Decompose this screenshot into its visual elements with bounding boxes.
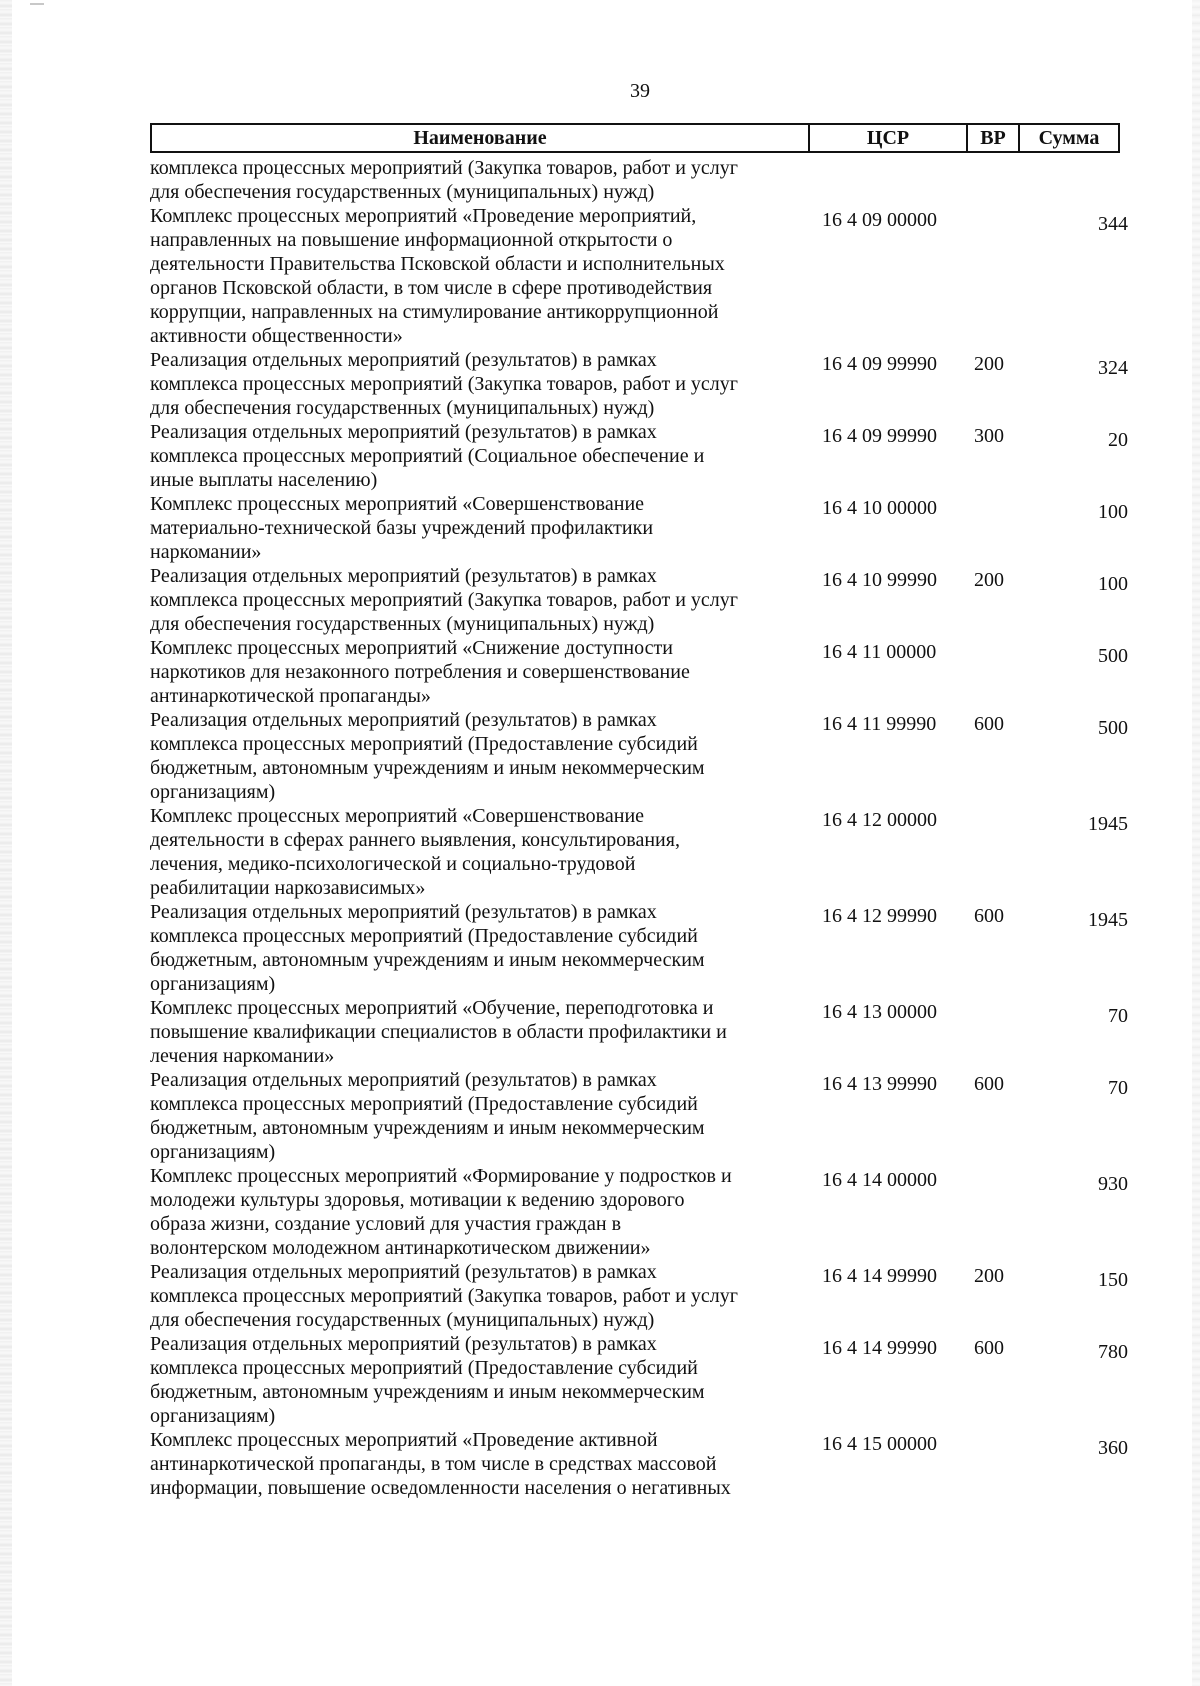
table-row: [150, 564, 1130, 636]
cell-name-line: антинаркотической пропаганды, в том числе в средствах массовой: [150, 1453, 717, 1475]
cell-sum: 100: [1098, 501, 1128, 523]
table-row: [150, 348, 1130, 420]
cell-vr: 300: [974, 425, 1004, 447]
cell-name-line: Реализация отдельных мероприятий (результатов) в рамках: [150, 709, 657, 731]
cell-csr: 16 4 15 00000: [822, 1433, 937, 1455]
cell-sum: 1945: [1088, 813, 1128, 835]
table-row: [150, 996, 1130, 1068]
cell-name-line: Комплекс процессных мероприятий «Снижение доступности: [150, 637, 673, 659]
table-row: [150, 492, 1130, 564]
cell-name-line: деятельности Правительства Псковской области и исполнительных: [150, 253, 725, 275]
page-number: 39: [630, 80, 650, 102]
cell-name-line: комплекса процессных мероприятий (Предоставление субсидий: [150, 1357, 698, 1379]
cell-vr: [974, 156, 1026, 204]
cell-csr: 16 4 10 00000: [822, 497, 937, 519]
cell-name: [150, 804, 808, 900]
cell-name: [150, 1164, 808, 1260]
table-row: [150, 204, 1130, 348]
cell-csr: 16 4 12 99990: [822, 905, 937, 927]
cell-vr: [974, 204, 1026, 348]
cell-name: [150, 1428, 808, 1500]
cell-vr: [974, 804, 1026, 900]
cell-name-line: Реализация отдельных мероприятий (результатов) в рамках: [150, 1261, 657, 1283]
cell-name-line: молодежи культуры здоровья, мотивации к ведению здорового: [150, 1189, 685, 1211]
cell-name: [150, 156, 808, 204]
table-row: [150, 1068, 1130, 1164]
cell-name-line: органов Псковской области, в том числе в сфере противодействия: [150, 277, 713, 299]
cell-name: [150, 564, 808, 636]
cell-name-line: Реализация отдельных мероприятий (результатов) в рамках: [150, 565, 657, 587]
cell-sum: 100: [1098, 573, 1128, 595]
table-row: [150, 156, 1130, 204]
cell-sum: 344: [1098, 213, 1128, 235]
cell-sum: 500: [1098, 717, 1128, 739]
cell-name: [150, 1260, 808, 1332]
cell-name-line: Комплекс процессных мероприятий «Проведение активной: [150, 1429, 658, 1451]
cell-name-line: Комплекс процессных мероприятий «Проведение мероприятий,: [150, 205, 697, 227]
cell-name-line: комплекса процессных мероприятий (Социальное обеспечение и: [150, 445, 705, 467]
cell-sum: 20: [1108, 429, 1128, 451]
table-row: [150, 1332, 1130, 1428]
cell-name: [150, 204, 808, 348]
cell-sum: 324: [1098, 357, 1128, 379]
cell-csr: 16 4 09 99990: [822, 353, 937, 375]
cell-sum: 360: [1098, 1437, 1128, 1459]
cell-sum: 780: [1098, 1341, 1128, 1363]
cell-name-line: для обеспечения государственных (муниципальных) нужд): [150, 397, 655, 419]
table-body: [150, 156, 1130, 1500]
table-row: [150, 1164, 1130, 1260]
cell-name: [150, 492, 808, 564]
cell-name-line: бюджетным, автономным учреждениям и иным некоммерческим: [150, 1117, 705, 1139]
cell-name-line: наркомании»: [150, 541, 262, 563]
cell-csr: [808, 156, 974, 204]
cell-name-line: активности общественности»: [150, 325, 403, 347]
cell-name-line: реабилитации наркозависимых»: [150, 877, 426, 899]
cell-name-line: бюджетным, автономным учреждениям и иным некоммерческим: [150, 1381, 705, 1403]
cell-name-line: комплекса процессных мероприятий (Предоставление субсидий: [150, 733, 698, 755]
cell-name: [150, 1068, 808, 1164]
cell-vr: [974, 492, 1026, 564]
cell-vr: 200: [974, 1265, 1004, 1287]
cell-name-line: Реализация отдельных мероприятий (результатов) в рамках: [150, 349, 657, 371]
table-row: [150, 420, 1130, 492]
cell-vr: 600: [974, 905, 1004, 927]
cell-name-line: коррупции, направленных на стимулирование антикоррупционной: [150, 301, 719, 323]
cell-sum: 1945: [1088, 909, 1128, 931]
cell-name-line: деятельности в сферах раннего выявления, консультирования,: [150, 829, 680, 851]
cell-vr: [974, 636, 1026, 708]
cell-name-line: направленных на повышение информационной открытости о: [150, 229, 673, 251]
cell-name: [150, 348, 808, 420]
cell-vr: [974, 1164, 1026, 1260]
cell-name-line: лечения, медико-психологической и социально-трудовой: [150, 853, 636, 875]
cell-name: [150, 708, 808, 804]
cell-name: [150, 420, 808, 492]
cell-name: [150, 900, 808, 996]
cell-csr: 16 4 14 99990: [822, 1265, 937, 1287]
cell-vr: 600: [974, 1073, 1004, 1095]
header-name: Наименование: [152, 125, 810, 151]
cell-csr: 16 4 12 00000: [822, 809, 937, 831]
cell-name-line: организациям): [150, 1405, 276, 1427]
cell-name-line: комплекса процессных мероприятий (Закупка товаров, работ и услуг: [150, 373, 738, 395]
table-row: [150, 900, 1130, 996]
cell-name-line: комплекса процессных мероприятий (Закупка товаров, работ и услуг: [150, 1285, 738, 1307]
table-row: [150, 1428, 1130, 1500]
cell-name-line: организациям): [150, 973, 276, 995]
table-row: [150, 636, 1130, 708]
cell-name-line: наркотиков для незаконного потребления и совершенствование: [150, 661, 690, 683]
cell-vr: 600: [974, 1337, 1004, 1359]
cell-name-line: комплекса процессных мероприятий (Предоставление субсидий: [150, 925, 698, 947]
cell-name-line: Комплекс процессных мероприятий «Формирование у подростков и: [150, 1165, 732, 1187]
cell-name-line: иные выплаты населению): [150, 469, 378, 491]
cell-vr: [974, 1428, 1026, 1500]
cell-name-line: Реализация отдельных мероприятий (результатов) в рамках: [150, 1333, 657, 1355]
cell-name-line: комплекса процессных мероприятий (Закупка товаров, работ и услуг: [150, 157, 738, 179]
cell-name-line: материально-технической базы учреждений профилактики: [150, 517, 654, 539]
cell-name-line: информации, повышение осведомленности населения о негативных: [150, 1477, 731, 1499]
cell-csr: 16 4 11 99990: [822, 713, 937, 735]
cell-name-line: антинаркотической пропаганды»: [150, 685, 431, 707]
cell-sum: 500: [1098, 645, 1128, 667]
cell-name: [150, 996, 808, 1068]
cell-sum: 70: [1108, 1077, 1128, 1099]
header-csr: ЦСР: [810, 125, 968, 151]
header-vr: ВР: [968, 125, 1020, 151]
cell-csr: 16 4 09 99990: [822, 425, 937, 447]
cell-csr: 16 4 13 00000: [822, 1001, 937, 1023]
cell-name-line: Комплекс процессных мероприятий «Обучение, переподготовка и: [150, 997, 714, 1019]
cell-vr: [974, 996, 1026, 1068]
cell-name-line: волонтерском молодежном антинаркотическом движении»: [150, 1237, 651, 1259]
scan-edge-right: [1192, 0, 1200, 1686]
cell-csr: 16 4 13 99990: [822, 1073, 937, 1095]
cell-name-line: Реализация отдельных мероприятий (результатов) в рамках: [150, 901, 657, 923]
scan-edge-left: [0, 0, 12, 1686]
cell-name-line: организациям): [150, 781, 276, 803]
cell-name-line: повышение квалификации специалистов в области профилактики и: [150, 1021, 727, 1043]
cell-csr: 16 4 11 00000: [822, 641, 937, 663]
cell-name-line: Комплекс процессных мероприятий «Совершенствование: [150, 805, 645, 827]
cell-name-line: организациям): [150, 1141, 276, 1163]
cell-sum: 70: [1108, 1005, 1128, 1027]
cell-vr: 200: [974, 353, 1004, 375]
table-row: [150, 1260, 1130, 1332]
scan-mark: [30, 3, 44, 5]
cell-name-line: комплекса процессных мероприятий (Предоставление субсидий: [150, 1093, 698, 1115]
cell-sum: 150: [1098, 1269, 1128, 1291]
cell-csr: 16 4 10 99990: [822, 569, 937, 591]
cell-sum: [1026, 156, 1130, 204]
cell-csr: 16 4 09 00000: [822, 209, 937, 231]
cell-csr: 16 4 14 00000: [822, 1169, 937, 1191]
cell-name-line: лечения наркомании»: [150, 1045, 335, 1067]
cell-name-line: Комплекс процессных мероприятий «Совершенствование: [150, 493, 645, 515]
table-row: [150, 804, 1130, 900]
cell-name-line: образа жизни, создание условий для участия граждан в: [150, 1213, 622, 1235]
cell-name-line: для обеспечения государственных (муниципальных) нужд): [150, 181, 655, 203]
cell-vr: 200: [974, 569, 1004, 591]
table-row: [150, 708, 1130, 804]
cell-csr: 16 4 14 99990: [822, 1337, 937, 1359]
cell-name: [150, 636, 808, 708]
cell-sum: 930: [1098, 1173, 1128, 1195]
cell-name-line: для обеспечения государственных (муниципальных) нужд): [150, 613, 655, 635]
cell-name: [150, 1332, 808, 1428]
cell-name-line: Реализация отдельных мероприятий (результатов) в рамках: [150, 1069, 657, 1091]
cell-vr: 600: [974, 713, 1004, 735]
header-sum: Сумма: [1038, 126, 1100, 149]
table-header: [150, 123, 1120, 153]
cell-name-line: бюджетным, автономным учреждениям и иным некоммерческим: [150, 757, 705, 779]
cell-name-line: для обеспечения государственных (муниципальных) нужд): [150, 1309, 655, 1331]
cell-name-line: бюджетным, автономным учреждениям и иным некоммерческим: [150, 949, 705, 971]
cell-name-line: комплекса процессных мероприятий (Закупка товаров, работ и услуг: [150, 589, 738, 611]
cell-name-line: Реализация отдельных мероприятий (результатов) в рамках: [150, 421, 657, 443]
